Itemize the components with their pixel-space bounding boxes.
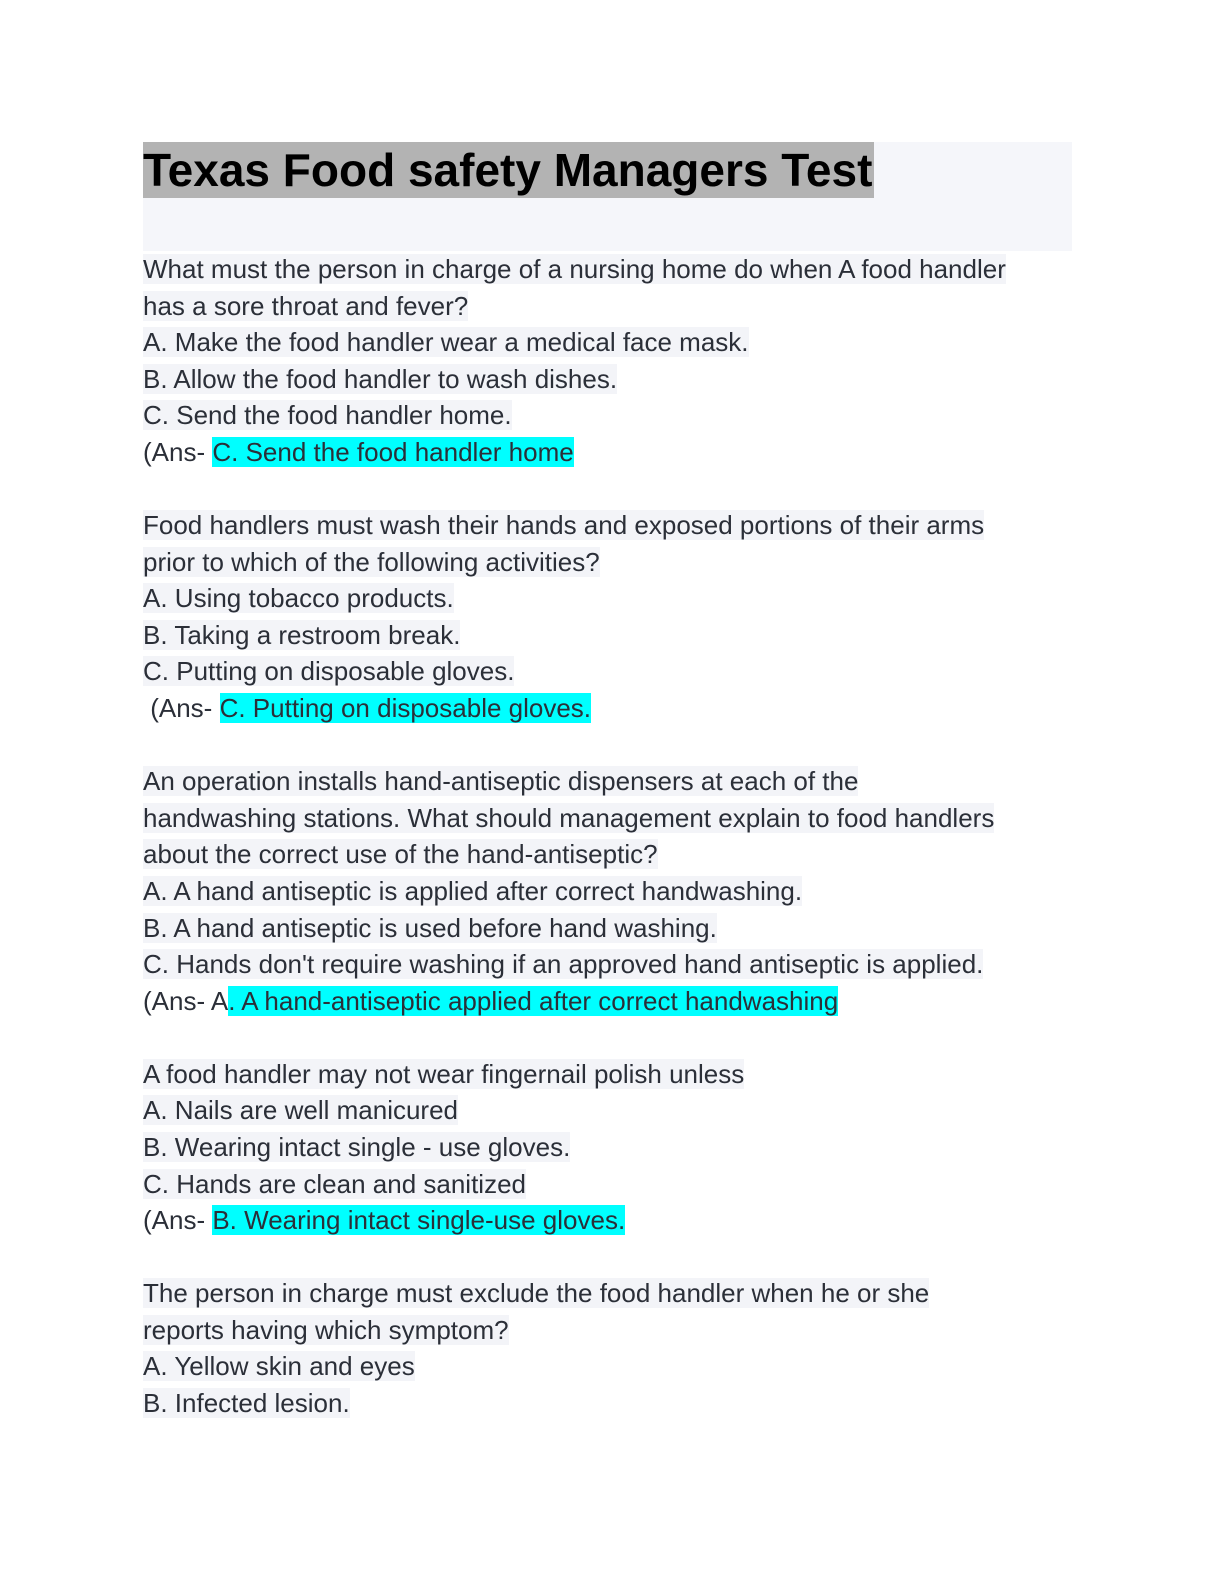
option-b: B. Allow the food handler to wash dishes. — [143, 363, 618, 394]
questions-list — [143, 251, 1083, 1458]
question-text: reports having which symptom? — [143, 1314, 509, 1345]
question-text: A food handler may not wear fingernail polish unless — [143, 1058, 745, 1089]
option-a: A. Nails are well manicured — [143, 1095, 459, 1126]
option-c: C. Hands don't require washing if an approved hand antiseptic is applied. — [143, 949, 984, 980]
answer-highlight: C. Putting on disposable gloves. — [219, 693, 592, 724]
answer-line — [143, 690, 1083, 727]
answer-line — [143, 983, 1083, 1020]
question-1 — [143, 251, 1083, 471]
option-c: C. Hands are clean and sanitized — [143, 1168, 527, 1199]
answer-highlight: . A hand-antiseptic applied after correct handwashing — [228, 985, 839, 1016]
option-a: A. Using tobacco products. — [143, 583, 454, 614]
option-c: C. Putting on disposable gloves. — [143, 656, 515, 687]
answer-line — [143, 434, 1083, 471]
option-a: A. Yellow skin and eyes — [143, 1351, 415, 1382]
question-text: handwashing stations. What should management explain to food handlers — [143, 802, 995, 833]
question-text: prior to which of the following activities? — [143, 546, 600, 577]
question-4 — [143, 1056, 1083, 1239]
question-text: The person in charge must exclude the food handler when he or she — [143, 1278, 930, 1309]
answer-prefix: (Ans- — [143, 1205, 213, 1236]
question-3 — [143, 763, 1083, 1019]
answer-prefix: (Ans- — [143, 436, 213, 467]
answer-highlight: C. Send the food handler home — [212, 436, 574, 467]
option-b: B. Infected lesion. — [143, 1388, 350, 1419]
answer-prefix: (Ans- A — [143, 985, 229, 1016]
option-b: B. Wearing intact single - use gloves. — [143, 1131, 571, 1162]
option-b: B. Taking a restroom break. — [143, 619, 461, 650]
question-text: Food handlers must wash their hands and exposed portions of their arms — [143, 510, 985, 541]
page-title: Texas Food safety Managers Test — [143, 144, 873, 196]
question-text: What must the person in charge of a nursing home do when A food handler — [143, 254, 1006, 284]
title-block — [143, 142, 1072, 251]
answer-highlight: B. Wearing intact single-use gloves. — [212, 1205, 626, 1236]
question-2 — [143, 507, 1083, 727]
option-c: C. Send the food handler home. — [143, 400, 512, 431]
option-b: B. A hand antiseptic is used before hand washing. — [143, 912, 717, 943]
question-5 — [143, 1275, 1083, 1421]
option-a: A. A hand antiseptic is applied after correct handwashing. — [143, 875, 803, 906]
option-a: A. Make the food handler wear a medical face mask. — [143, 327, 749, 358]
question-text: has a sore throat and fever? — [143, 290, 469, 321]
question-text: An operation installs hand-antiseptic dispensers at each of the — [143, 766, 859, 797]
answer-line — [143, 1202, 1083, 1239]
answer-prefix: (Ans- — [143, 693, 220, 724]
question-text: about the correct use of the hand-antiseptic? — [143, 839, 658, 870]
